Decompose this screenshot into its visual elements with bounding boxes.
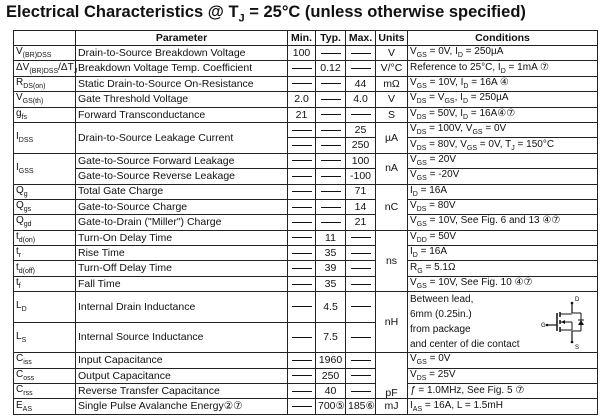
header-parameter: Parameter bbox=[76, 31, 288, 46]
row-max: 25 bbox=[346, 122, 376, 137]
row-max: 4.0 bbox=[346, 92, 376, 107]
row-condition: $R_G = 5.1\Omega$ bbox=[408, 261, 598, 276]
row-max: 250 bbox=[346, 138, 376, 153]
table-row bbox=[14, 92, 598, 107]
row-typ: 700⑤ bbox=[316, 399, 346, 414]
row-typ bbox=[316, 169, 346, 184]
row-condition: $V_{DS} = 25V$ bbox=[408, 368, 598, 383]
row-parameter: Forward Transconductance bbox=[76, 107, 288, 122]
row-symbol: $Q_{gd}$ bbox=[14, 215, 76, 230]
header-max: Max. bbox=[346, 31, 376, 46]
row-min bbox=[288, 169, 316, 184]
row-symbol: $L_D$ bbox=[14, 292, 76, 323]
row-unit: nH bbox=[376, 292, 408, 353]
row-condition: $V_{GS} = 0V$, $I_D = 250\mu A$ bbox=[408, 46, 598, 61]
row-parameter: Gate-to-Source Charge bbox=[76, 199, 288, 214]
row-unit: mJ bbox=[376, 399, 408, 414]
row-unit: nA bbox=[376, 153, 408, 184]
row-parameter: Gate Threshold Voltage bbox=[76, 92, 288, 107]
row-min bbox=[288, 246, 316, 261]
row-min bbox=[288, 138, 316, 153]
row-min bbox=[288, 199, 316, 214]
row-parameter: Gate-to-Source Reverse Leakage bbox=[76, 169, 288, 184]
row-condition: $V_{GS} = 0V$ bbox=[408, 353, 598, 368]
row-condition: $V_{GS} = 10V$, See Fig. 6 and 13 ④⑦ bbox=[408, 215, 598, 230]
row-parameter: Input Capacitance bbox=[76, 353, 288, 368]
row-condition: ƒ = 1.0MHz, See Fig. 5 ⑦ bbox=[408, 384, 598, 399]
table-row bbox=[14, 384, 598, 399]
row-typ bbox=[316, 46, 346, 61]
row-typ: 4.5 bbox=[316, 292, 346, 323]
row-condition: $V_{DS} = 50V$, $I_D$ = 16A④⑦ bbox=[408, 107, 598, 122]
row-symbol: $C_{rss}$ bbox=[14, 384, 76, 399]
row-typ: 1960 bbox=[316, 353, 346, 368]
row-condition: Reference to 25°C, $I_D = 1mA$ ⑦ bbox=[408, 61, 598, 76]
row-min bbox=[288, 76, 316, 91]
row-typ: 35 bbox=[316, 276, 346, 291]
row-parameter: Internal Source Inductance bbox=[76, 322, 288, 353]
header-min: Min. bbox=[288, 31, 316, 46]
row-typ bbox=[316, 92, 346, 107]
row-parameter: Gate-to-Drain ("Miller") Charge bbox=[76, 215, 288, 230]
row-max bbox=[346, 61, 376, 76]
row-parameter: Reverse Transfer Capacitance bbox=[76, 384, 288, 399]
mosfet-symbol-icon bbox=[539, 293, 589, 351]
row-symbol: $Q_g$ bbox=[14, 184, 76, 199]
row-symbol: $t_f$ bbox=[14, 276, 76, 291]
row-max bbox=[346, 292, 376, 323]
row-min bbox=[288, 261, 316, 276]
row-typ: 40 bbox=[316, 384, 346, 399]
row-max: 44 bbox=[346, 76, 376, 91]
table-row bbox=[14, 399, 598, 414]
row-typ bbox=[316, 184, 346, 199]
row-parameter: Breakdown Voltage Temp. Coefficient bbox=[76, 61, 288, 76]
row-symbol: $C_{iss}$ bbox=[14, 353, 76, 368]
source-label: S bbox=[575, 345, 580, 351]
row-max bbox=[346, 368, 376, 383]
row-unit: V bbox=[376, 92, 408, 107]
row-max: 71 bbox=[346, 184, 376, 199]
row-parameter: Output Capacitance bbox=[76, 368, 288, 383]
page-title: Electrical Characteristics @ $T_J = 25^\circ C$ (unless otherwise specified) bbox=[6, 3, 526, 25]
table-row bbox=[14, 61, 598, 76]
table-row bbox=[14, 353, 598, 368]
table-row bbox=[14, 246, 598, 261]
row-condition: $I_D = 16A$ bbox=[408, 184, 598, 199]
row-symbol: $L_S$ bbox=[14, 322, 76, 353]
row-symbol: $V_{(BR)DSS}$ bbox=[14, 46, 76, 61]
table-row bbox=[14, 276, 598, 291]
row-typ bbox=[316, 215, 346, 230]
header-symbol bbox=[14, 31, 76, 46]
row-symbol: $R_{DS(on)}$ bbox=[14, 76, 76, 91]
header-typ: Typ. bbox=[316, 31, 346, 46]
table-row bbox=[14, 122, 598, 137]
row-typ: 0.12 bbox=[316, 61, 346, 76]
row-unit: S bbox=[376, 107, 408, 122]
row-min bbox=[288, 230, 316, 245]
row-typ: 7.5 bbox=[316, 322, 346, 353]
row-typ: 39 bbox=[316, 261, 346, 276]
row-typ bbox=[316, 122, 346, 137]
row-typ: 11 bbox=[316, 230, 346, 245]
row-condition: $V_{DS} = 80V$, $V_{GS} = 0V$, $T_J = 150^\circ C$ bbox=[408, 138, 598, 153]
row-parameter: Turn-On Delay Time bbox=[76, 230, 288, 245]
table-row bbox=[14, 261, 598, 276]
row-min bbox=[288, 61, 316, 76]
row-typ bbox=[316, 107, 346, 122]
row-unit: ns bbox=[376, 230, 408, 292]
row-min bbox=[288, 276, 316, 291]
row-symbol: $t_r$ bbox=[14, 246, 76, 261]
row-condition: $V_{GS} = 10V$, $I_D = 16A$ ④ bbox=[408, 76, 598, 91]
table-row bbox=[14, 215, 598, 230]
row-condition: $V_{DS} = 100V$, $V_{GS} = 0V$ bbox=[408, 122, 598, 137]
table-row bbox=[14, 230, 598, 245]
table-row bbox=[14, 292, 598, 323]
characteristics-table bbox=[13, 30, 598, 415]
row-min bbox=[288, 384, 316, 399]
row-max: 100 bbox=[346, 153, 376, 168]
row-max bbox=[346, 353, 376, 368]
row-max: 14 bbox=[346, 199, 376, 214]
row-condition: $V_{GS} = -20V$ bbox=[408, 169, 598, 184]
row-parameter: Internal Drain Inductance bbox=[76, 292, 288, 323]
row-symbol: $C_{oss}$ bbox=[14, 368, 76, 383]
row-condition: Between lead, 6mm (0.25in.) from package and center of die contact bbox=[408, 292, 598, 353]
row-min: 100 bbox=[288, 46, 316, 61]
row-unit: pF bbox=[376, 353, 408, 399]
row-min bbox=[288, 215, 316, 230]
table-row bbox=[14, 199, 598, 214]
row-parameter: Single Pulse Avalanche Energy②⑦ bbox=[76, 399, 288, 414]
row-condition: $V_{GS} = 20V$ bbox=[408, 153, 598, 168]
table-row bbox=[14, 46, 598, 61]
row-min bbox=[288, 322, 316, 353]
row-symbol: $I_{DSS}$ bbox=[14, 122, 76, 153]
row-unit: V bbox=[376, 46, 408, 61]
row-typ bbox=[316, 76, 346, 91]
row-symbol: $g_{fs}$ bbox=[14, 107, 76, 122]
row-unit: V/°C bbox=[376, 61, 408, 76]
row-max: 21 bbox=[346, 215, 376, 230]
row-max bbox=[346, 322, 376, 353]
row-unit: µA bbox=[376, 122, 408, 153]
drain-label: D bbox=[575, 297, 580, 303]
row-max bbox=[346, 230, 376, 245]
row-parameter: Rise Time bbox=[76, 246, 288, 261]
row-parameter: Static Drain-to-Source On-Resistance bbox=[76, 76, 288, 91]
row-unit: mΩ bbox=[376, 76, 408, 91]
row-min bbox=[288, 153, 316, 168]
row-symbol: $t_{d(on)}$ bbox=[14, 230, 76, 245]
row-max bbox=[346, 384, 376, 399]
row-parameter: Turn-Off Delay Time bbox=[76, 261, 288, 276]
row-max bbox=[346, 46, 376, 61]
row-typ: 250 bbox=[316, 368, 346, 383]
row-max: 185⑥ bbox=[346, 399, 376, 414]
row-parameter: Fall Time bbox=[76, 276, 288, 291]
row-condition: $I_D = 16A$ bbox=[408, 246, 598, 261]
row-min bbox=[288, 353, 316, 368]
row-condition: $V_{GS} = 10V$, See Fig. 10 ④⑦ bbox=[408, 276, 598, 291]
row-symbol: $t_{d(off)}$ bbox=[14, 261, 76, 276]
row-parameter: Gate-to-Source Forward Leakage bbox=[76, 153, 288, 168]
header-row bbox=[14, 31, 598, 46]
table-row bbox=[14, 368, 598, 383]
table-row bbox=[14, 153, 598, 168]
row-condition: $I_{AS} = 16A$, L = 1.5mH bbox=[408, 399, 598, 414]
row-typ bbox=[316, 138, 346, 153]
row-max bbox=[346, 276, 376, 291]
row-symbol: $Q_{gs}$ bbox=[14, 199, 76, 214]
row-max bbox=[346, 261, 376, 276]
row-parameter: Drain-to-Source Breakdown Voltage bbox=[76, 46, 288, 61]
row-min bbox=[288, 399, 316, 414]
table-row bbox=[14, 184, 598, 199]
row-max bbox=[346, 107, 376, 122]
row-min bbox=[288, 292, 316, 323]
row-symbol: $V_{GS(th)}$ bbox=[14, 92, 76, 107]
header-conditions: Conditions bbox=[408, 31, 598, 46]
row-condition: $V_{DD} = 50V$ bbox=[408, 230, 598, 245]
row-min: 21 bbox=[288, 107, 316, 122]
row-symbol: $E_{AS}$ bbox=[14, 399, 76, 414]
table-row bbox=[14, 76, 598, 91]
row-typ: 35 bbox=[316, 246, 346, 261]
gate-label: G bbox=[541, 323, 546, 329]
row-min: 2.0 bbox=[288, 92, 316, 107]
row-condition: $V_{DS} = 80V$ bbox=[408, 199, 598, 214]
row-condition: $V_{DS} = V_{GS}$, $I_D = 250\mu A$ bbox=[408, 92, 598, 107]
row-parameter: Total Gate Charge bbox=[76, 184, 288, 199]
row-unit: nC bbox=[376, 184, 408, 230]
row-min bbox=[288, 122, 316, 137]
row-typ bbox=[316, 153, 346, 168]
row-min bbox=[288, 368, 316, 383]
header-units: Units bbox=[376, 31, 408, 46]
row-min bbox=[288, 184, 316, 199]
row-max bbox=[346, 246, 376, 261]
row-typ bbox=[316, 199, 346, 214]
table-row bbox=[14, 169, 598, 184]
row-symbol: $I_{GSS}$ bbox=[14, 153, 76, 184]
row-max: -100 bbox=[346, 169, 376, 184]
row-symbol: $\Delta V_{(BR)DSS}/\Delta T_J$ bbox=[14, 61, 76, 76]
table-row bbox=[14, 107, 598, 122]
row-parameter: Drain-to-Source Leakage Current bbox=[76, 122, 288, 153]
